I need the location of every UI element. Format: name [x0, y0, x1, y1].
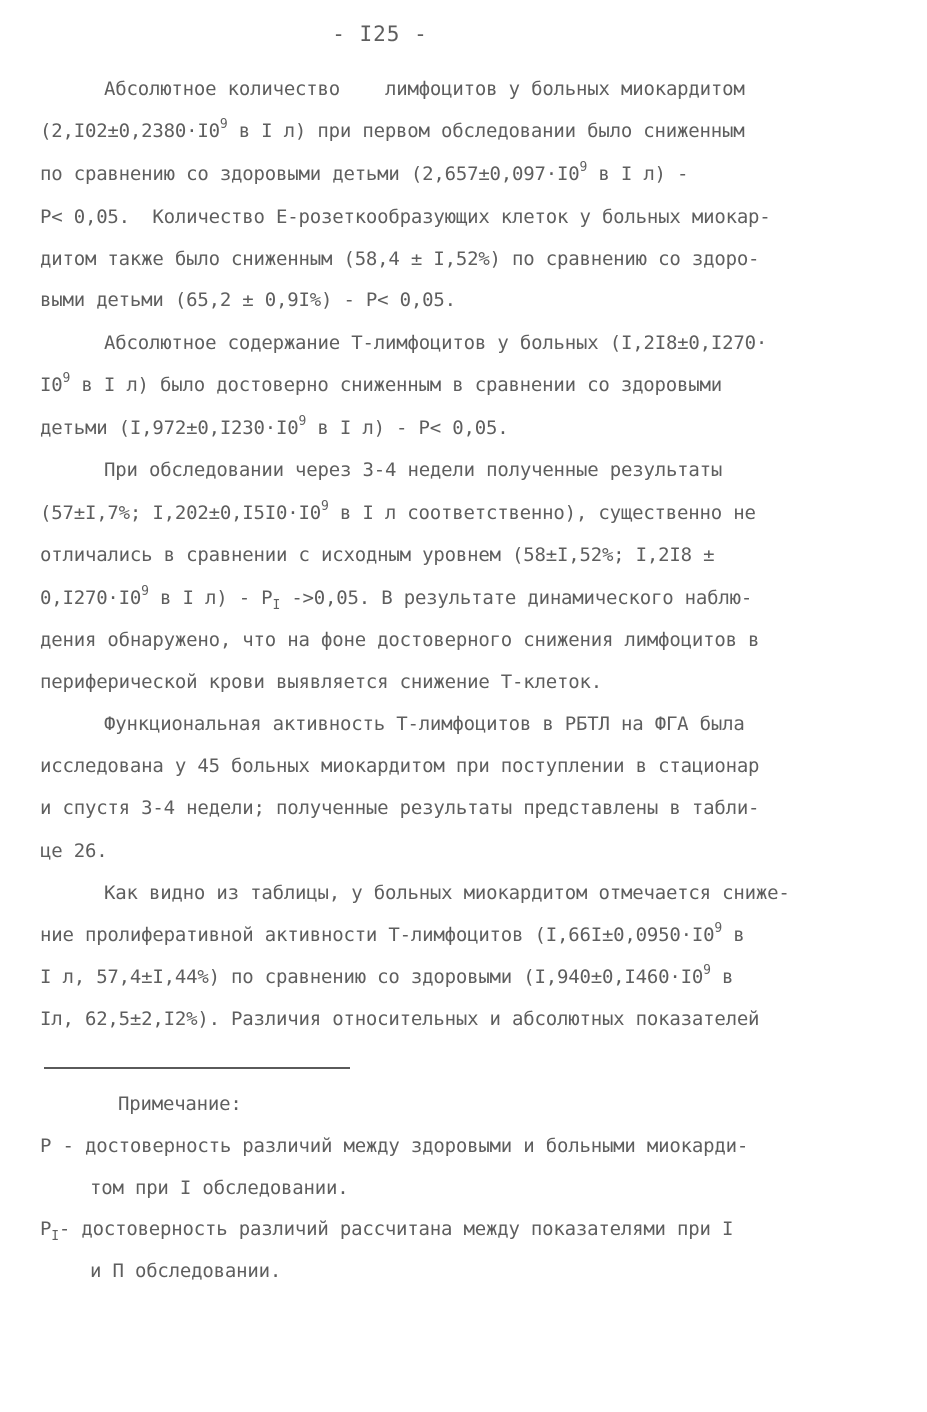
note-p1-line: и П обследовании.: [90, 1260, 282, 1282]
text-line: Абсолютное количество лимфоцитов у больных миокардитом: [104, 78, 745, 100]
note-p-line: P - достоверность различий между здоровыми и больными миокарди-: [40, 1135, 749, 1157]
text-line: $I0^9$ в I л) было достоверно сниженным в сравнении со здоровыми: [40, 371, 722, 396]
text-line: по сравнению со здоровыми детьми ($2,657\pm 0,097\cdot I0^9$ в I л) -: [40, 160, 689, 185]
note-p1-line: $P_I-$ достоверность различий рассчитана между показателями при I: [40, 1218, 734, 1244]
text-line: I л, 57,4±I,44%) по сравнению со здоровыми ($I,940\pm 0,I460\cdot I0^9$ в: [40, 963, 734, 988]
text-line: $0,I270\cdot I0^9$ в I $л) - P_I$ ->0,05. В результате динамического наблю-: [40, 584, 753, 613]
page-number: - I25 -: [332, 22, 428, 46]
text-line: Iл, 62,5±2,I2%). Различия относительных и абсолютных показателей: [40, 1008, 760, 1030]
text-line: дитом также было сниженным (58,4 ± I,52%) по сравнению со здоро-: [40, 248, 760, 270]
text-line: дения обнаружено, что на фоне достоверного снижения лимфоцитов в: [40, 629, 760, 651]
text-line: ние пролиферативной активности Т-лимфоцитов ($I,66I\pm 0,0950\cdot I0^9$ в: [40, 921, 745, 946]
text-line: детьми ($I,972\pm 0,I230\cdot I0^9$ в I л) - P< 0,05.: [40, 414, 509, 439]
text-line: ($2,I02\pm 0,2380\cdot I0^9$ в I л) при первом обследовании было сниженным: [40, 117, 745, 142]
text-line: P< 0,05. Количество Е-розеткообразующих клеток у больных миокар-: [40, 206, 771, 228]
text-line: Как видно из таблицы, у больных миокардитом отмечается сниже-: [104, 882, 790, 904]
text-line: и спустя 3-4 недели; полученные результаты представлены в табли-: [40, 797, 760, 819]
text-line: (57±I,7%; $I,202\pm 0,I5I0\cdot I0^9$ в I л соответственно), существенно не: [40, 499, 756, 524]
text-line: При обследовании через 3-4 недели полученные результаты: [104, 459, 723, 481]
text-line: исследована у 45 больных миокардитом при поступлении в стационар: [40, 755, 760, 777]
note-heading: Примечание:: [118, 1093, 242, 1115]
text-line: выми детьми (65,2 ± 0,9I%) - P< 0,05.: [40, 289, 456, 311]
text-line: периферической крови выявляется снижение Т-клеток.: [40, 671, 602, 693]
text-line: отличались в сравнении с исходным уровнем (58±I,52%; I,2I8 ±: [40, 544, 715, 566]
text-line: Абсолютное содержание Т-лимфоцитов у больных (I,2I8±0,I270·: [104, 332, 768, 354]
note-p-line: том при I обследовании.: [90, 1177, 349, 1199]
footnote-divider: [44, 1067, 350, 1069]
text-line: це 26.: [40, 840, 108, 862]
text-line: Функциональная активность Т-лимфоцитов в РБТЛ на ФГА была: [104, 713, 745, 735]
